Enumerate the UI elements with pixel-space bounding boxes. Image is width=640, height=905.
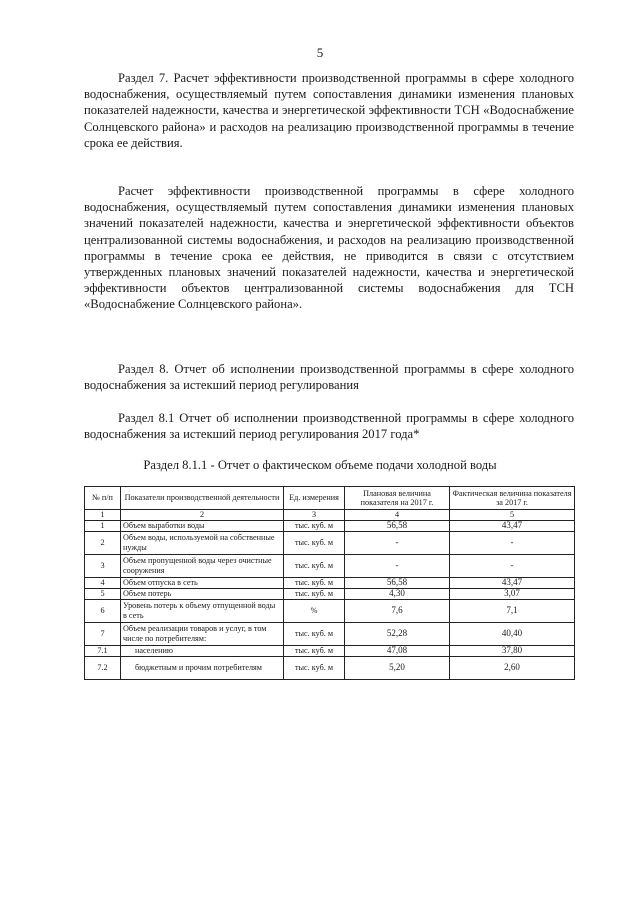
row-fact: 40,40 <box>450 622 575 645</box>
row-name: Уровень потерь к объему отпущенной воды в сеть <box>121 599 284 622</box>
col-number: 1 <box>85 510 121 521</box>
row-unit: тыс. куб. м <box>284 554 345 577</box>
section-8-1-heading-text: Раздел 8.1 Отчет об исполнении производственной программы в сфере холодного водоснабжения за истекший период регулирования 2017 года* <box>84 411 574 442</box>
section-7-body-text: Расчет эффективности производственной программы в сфере холодного водоснабжения, осуществляемый путем сопоставления динамики изменения плановых значений показателей надежности, качества и энергетической эффективности объектов централизованной системы водоснабжения, и расходов на реализацию производственной программы в течение срока ее действия, не приводится в связи с отсутствием утвержденных плановых значений показателей надежности, качества и энергетической эффективности объектов централизованной системы водоснабжения для ТСН «Водоснабжение Солнцевского района». <box>84 184 574 312</box>
table-row <box>85 531 575 554</box>
row-name: бюджетным и прочим потребителям <box>121 656 284 679</box>
section-7-body <box>84 183 574 313</box>
row-unit: тыс. куб. м <box>284 645 345 656</box>
table-caption: Раздел 8.1.1 - Отчет о фактическом объеме подачи холодной воды <box>143 458 497 472</box>
table-row <box>85 520 575 531</box>
page-number: 5 <box>316 45 324 60</box>
row-fact: 7,1 <box>450 599 575 622</box>
row-plan: 47,08 <box>345 645 450 656</box>
row-unit: тыс. куб. м <box>284 531 345 554</box>
column-number-row <box>85 510 575 521</box>
row-unit: тыс. куб. м <box>284 577 345 588</box>
row-name: населению <box>121 645 284 656</box>
header-unit: Ед. измерения <box>284 487 345 510</box>
header-plan: Плановая величина показателя на 2017 г. <box>345 487 450 510</box>
row-num: 3 <box>85 554 121 577</box>
table-row <box>85 656 575 679</box>
row-plan: 5,20 <box>345 656 450 679</box>
row-fact: 3,07 <box>450 588 575 599</box>
section-8-1-heading <box>84 410 574 442</box>
row-fact: 37,80 <box>450 645 575 656</box>
row-name: Объем отпуска в сеть <box>121 577 284 588</box>
water-supply-report-table <box>84 486 575 680</box>
header-indicator: Показатели производственной деятельности <box>121 487 284 510</box>
table-row <box>85 554 575 577</box>
table-row <box>85 599 575 622</box>
header-num: № п/п <box>85 487 121 510</box>
row-fact: 43,47 <box>450 577 575 588</box>
row-plan: 56,58 <box>345 520 450 531</box>
header-fact: Фактическая величина показателя за 2017 г. <box>450 487 575 510</box>
table-header-row <box>85 487 575 510</box>
row-name: Объем пропущенной воды через очистные сооружения <box>121 554 284 577</box>
section-7-heading <box>84 70 574 151</box>
row-name: Объем воды, используемой на собственные нужды <box>121 531 284 554</box>
row-unit: тыс. куб. м <box>284 656 345 679</box>
row-num: 6 <box>85 599 121 622</box>
table-row <box>85 622 575 645</box>
row-fact: 43,47 <box>450 520 575 531</box>
row-name: Объем реализации товаров и услуг, в том числе по потребителям: <box>121 622 284 645</box>
row-name: Объем выработки воды <box>121 520 284 531</box>
row-fact: - <box>450 554 575 577</box>
col-number: 3 <box>284 510 345 521</box>
col-number: 5 <box>450 510 575 521</box>
row-num: 7.1 <box>85 645 121 656</box>
row-unit: тыс. куб. м <box>284 622 345 645</box>
row-plan: 4,30 <box>345 588 450 599</box>
table-row <box>85 577 575 588</box>
row-plan: - <box>345 531 450 554</box>
row-fact: 2,60 <box>450 656 575 679</box>
row-plan: 7,6 <box>345 599 450 622</box>
section-8-heading-text: Раздел 8. Отчет об исполнении производственной программы в сфере холодного водоснабжения за истекший период регулирования <box>84 362 574 393</box>
col-number: 4 <box>345 510 450 521</box>
row-plan: 56,58 <box>345 577 450 588</box>
section-7-heading-text: Раздел 7. Расчет эффективности производственной программы в сфере холодного водоснабжения, осуществляемый путем сопоставления динамики изменения плановых показателей надежности, качества и энергетической эффективности ТСН «Водоснабжение Солнцевского района» и расходов на реализацию производственной программы в течение срока ее действия. <box>84 71 574 150</box>
row-unit: тыс. куб. м <box>284 588 345 599</box>
row-num: 1 <box>85 520 121 531</box>
row-num: 7 <box>85 622 121 645</box>
row-num: 5 <box>85 588 121 599</box>
row-num: 7.2 <box>85 656 121 679</box>
table-row <box>85 588 575 599</box>
row-plan: 52,28 <box>345 622 450 645</box>
row-num: 4 <box>85 577 121 588</box>
row-name: Объем потерь <box>121 588 284 599</box>
row-num: 2 <box>85 531 121 554</box>
col-number: 2 <box>121 510 284 521</box>
row-unit: тыс. куб. м <box>284 520 345 531</box>
row-unit: % <box>284 599 345 622</box>
table-row <box>85 645 575 656</box>
row-fact: - <box>450 531 575 554</box>
section-8-heading <box>84 361 574 393</box>
row-plan: - <box>345 554 450 577</box>
